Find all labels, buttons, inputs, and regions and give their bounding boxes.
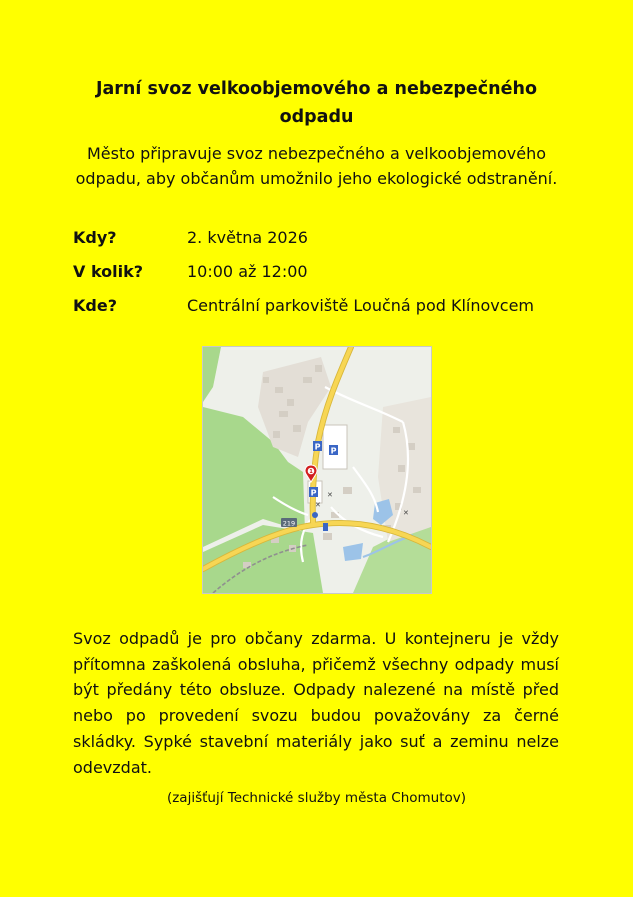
info-icon xyxy=(323,523,328,531)
flyer-title: Jarní svoz velkoobjemového a nebezpečného odpadu xyxy=(95,79,537,127)
intro-paragraph: Město připravuje svoz nebezpečného a velkoobjemového odpadu, aby občanům umožnilo jeho ekologické odstranění. xyxy=(75,144,558,188)
body-paragraph: Svoz odpadů je pro občany zdarma. U kontejneru je vždy přítomna zaškolená obsluha, přičemž všechny odpady musí být předány této obsluze. Odpady nalezené na místě před nebo po provedení svozu budou považovány za černé skládky. Sypké stavební materiály jako suť a zeminu nelze odevzdat. xyxy=(73,629,559,777)
when-value: 2. května 2026 xyxy=(187,228,308,247)
crossing-icon-3: ✕ xyxy=(403,509,409,517)
when-label: Kdy? xyxy=(73,228,117,247)
crossing-icon: ✕ xyxy=(315,501,321,509)
parking-sign-label-2: P xyxy=(330,446,337,456)
map-graphic xyxy=(203,347,431,593)
road-number: 219 xyxy=(282,519,296,528)
time-value: 10:00 až 12:00 xyxy=(187,262,308,281)
footer-note: (zajišťují Technické služby města Chomutov) xyxy=(166,790,467,806)
bus-stop-icon xyxy=(312,512,318,518)
where-value: Centrální parkoviště Loučná pod Klínovcem xyxy=(187,296,534,315)
time-label: V kolik? xyxy=(73,262,144,281)
parking-sign-label: P xyxy=(314,442,321,452)
where-label: Kde? xyxy=(73,296,117,315)
crossing-icon-2: ✕ xyxy=(327,491,333,499)
parking-sign-label-3: P xyxy=(310,488,317,498)
location-map xyxy=(202,346,432,594)
location-pin-number: 1 xyxy=(309,469,313,476)
